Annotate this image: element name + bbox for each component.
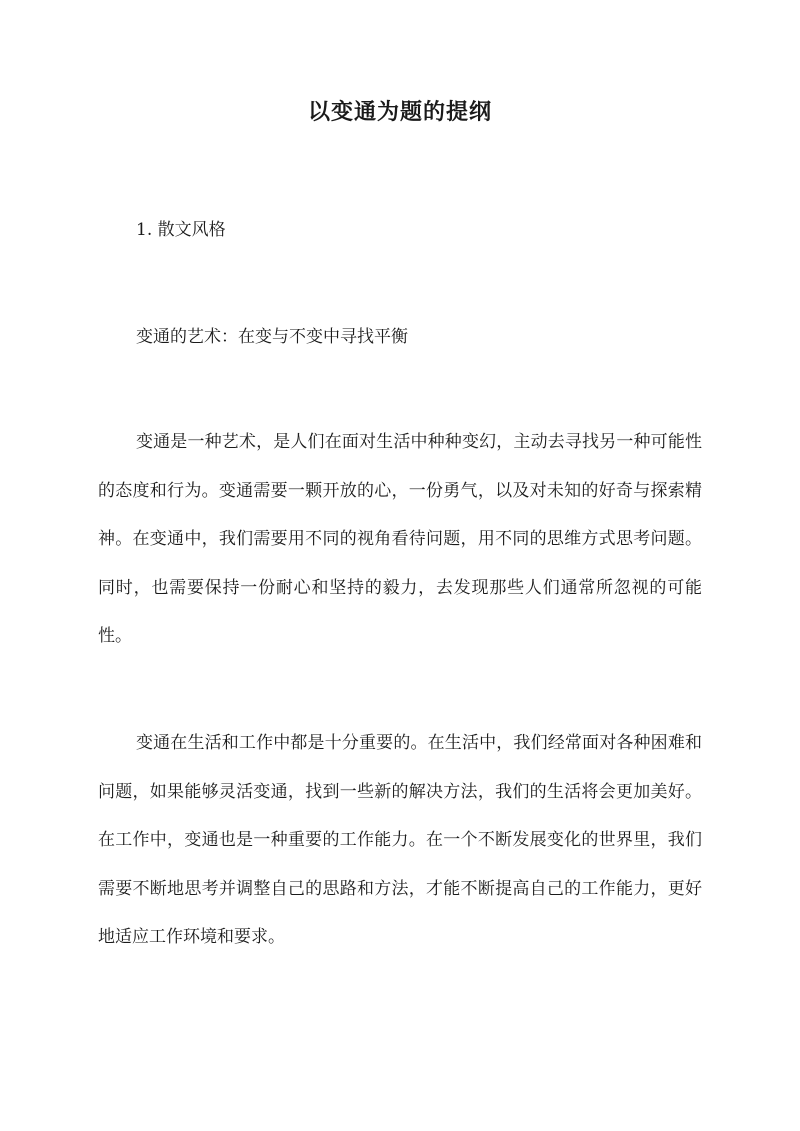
- paragraph-1: 变通是一种艺术，是人们在面对生活中种种变幻，主动去寻找另一种可能性的态度和行为。变通需要一颗开放的心，一份勇气，以及对未知的好奇与探索精神。在变通中，我们需要用不同的视角看待问题，用不同的思维方式思考问题。同时，也需要保持一份耐心和坚持的毅力，去发现那些人们通常所忽视的可能性。: [98, 432, 702, 646]
- paragraph-2: 变通在生活和工作中都是十分重要的。在生活中，我们经常面对各种困难和问题，如果能够灵活变通，找到一些新的解决方法，我们的生活将会更加美好。在工作中，变通也是一种重要的工作能力。在一个不断发展变化的世界里，我们需要不断地思考并调整自己的思路和方法，才能不断提高自己的工作能力，更好地适应工作环境和要求。: [98, 733, 702, 947]
- section-heading: 1. 散文风格: [136, 220, 226, 240]
- document-title: 以变通为题的提纲: [307, 99, 492, 125]
- essay-subtitle: 变通的艺术：在变与不变中寻找平衡: [136, 327, 408, 347]
